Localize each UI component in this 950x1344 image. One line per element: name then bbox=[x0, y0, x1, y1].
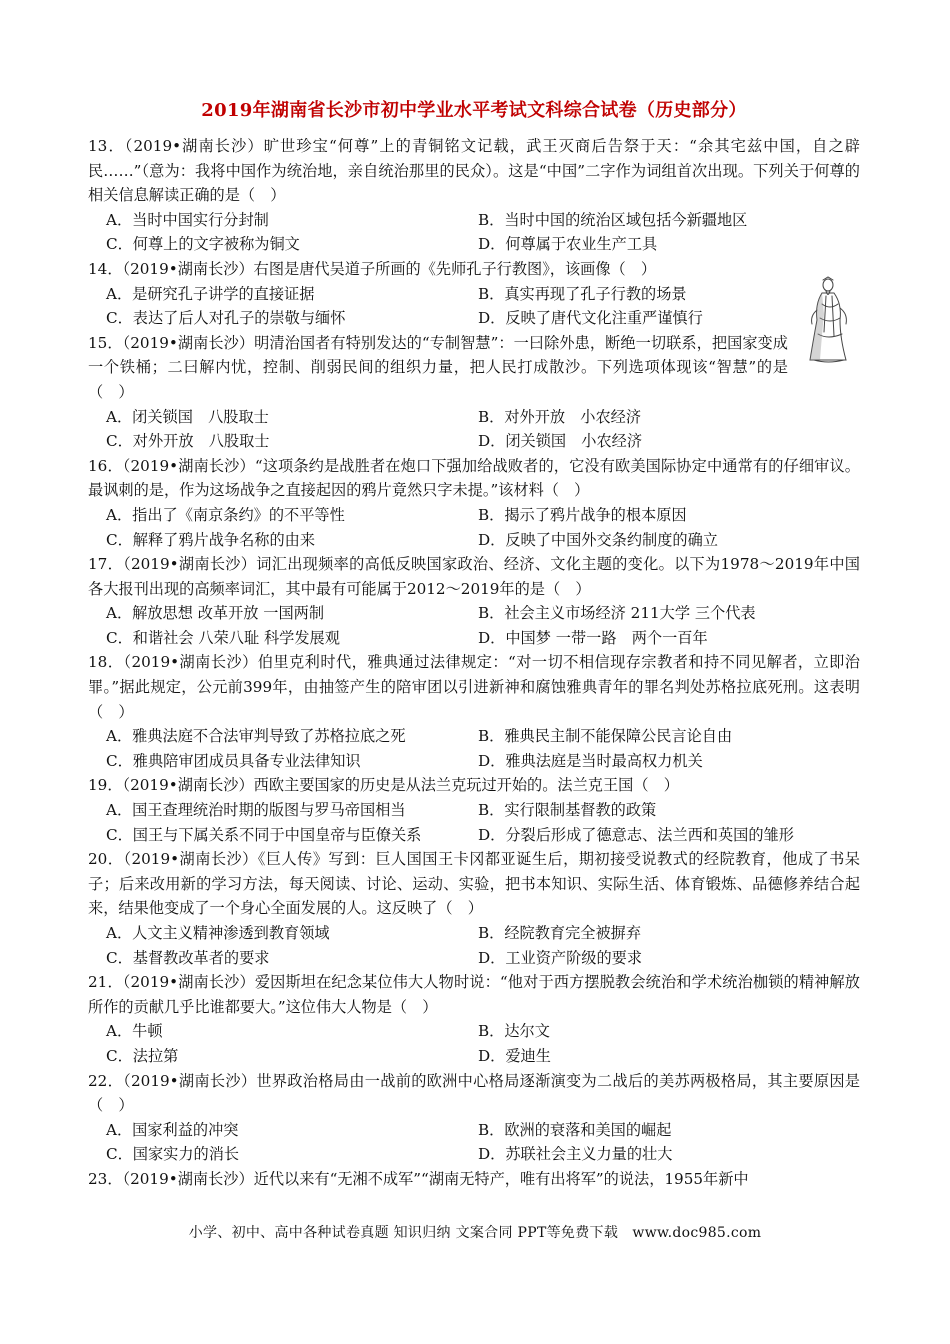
question-stem: 20．（2019•湖南长沙）《巨人传》写到：巨人国国王卡冈都亚诞生后，期初接受说教式的经院教育，他成了书呆子；后来改用新的学习方法，每天阅读、讨论、运动、实验，把书本知识、实际生活、体育锻炼、品德修养结合起来，结果他变成了一个身心全面发展的人。这反映了（ ） bbox=[88, 850, 860, 918]
question-17 bbox=[88, 552, 860, 650]
options bbox=[88, 1118, 860, 1167]
question-stem: 19．（2019•湖南长沙）西欧主要国家的历史是从法兰克玩过开始的。法兰克王国（ ） bbox=[88, 776, 679, 795]
question-stem: 23．（2019•湖南长沙）近代以来有“无湘不成军”“湖南无特产，唯有出将军”的说法，1955年新中 bbox=[88, 1169, 749, 1188]
option-a: A．当时中国实行分封制 bbox=[106, 210, 269, 229]
option-c: C．解释了鸦片战争名称的由来 bbox=[106, 530, 316, 549]
option-d: D．反映了中国外交条约制度的确立 bbox=[478, 530, 718, 549]
exam-page bbox=[88, 98, 860, 1192]
option-a: A．国王查理统治时期的版图与罗马帝国相当 bbox=[106, 801, 406, 820]
options bbox=[88, 921, 860, 970]
question-22 bbox=[88, 1069, 860, 1167]
question-14 bbox=[88, 257, 860, 331]
question-stem: 18．（2019•湖南长沙）伯里克利时代，雅典通过法律规定：“对一切不相信现存宗教者和持不同见解者，立即治罪。”据此规定，公元前399年，由抽签产生的陪审团以引进新神和腐蚀雅典青年的罪名判处苏格拉底死刑。这表明（ ） bbox=[88, 653, 860, 721]
options bbox=[88, 601, 860, 650]
option-d: D．雅典法庭是当时最高权力机关 bbox=[478, 751, 703, 770]
question-16 bbox=[88, 454, 860, 552]
question-18 bbox=[88, 650, 860, 773]
question-stem: 14．（2019•湖南长沙）右图是唐代吴道子所画的《先师孔子行教图》，该画像（ ） bbox=[88, 259, 657, 278]
options bbox=[88, 724, 860, 773]
options bbox=[88, 503, 860, 552]
option-a: A．人文主义精神渗透到教育领域 bbox=[106, 924, 330, 942]
question-stem: 21．（2019•湖南长沙）爱因斯坦在纪念某位伟大人物时说：“他对于西方摆脱教会统治和学术统治枷锁的精神解放所作的贡献几乎比谁都要大。”这位伟大人物是（ ） bbox=[88, 973, 860, 1016]
option-c: C．法拉第 bbox=[106, 1046, 179, 1065]
question-21 bbox=[88, 970, 860, 1068]
option-b: B．实行限制基督教的政策 bbox=[478, 801, 657, 820]
option-a: A．闭关锁国 八股取士 bbox=[106, 407, 269, 426]
option-c: C．表达了后人对孔子的崇敬与缅怀 bbox=[106, 309, 346, 328]
option-b: B．达尔文 bbox=[478, 1022, 550, 1041]
option-c: C．对外开放 八股取士 bbox=[106, 432, 270, 451]
option-b: B．经院教育完全被摒弃 bbox=[478, 924, 642, 942]
option-c: C．和谐社会 八荣八耻 科学发展观 bbox=[106, 628, 340, 647]
options bbox=[88, 208, 860, 257]
question-15 bbox=[88, 331, 860, 454]
option-b: B．雅典民主制不能保障公民言论自由 bbox=[478, 727, 733, 746]
question-13 bbox=[88, 134, 860, 257]
option-a: A．是研究孔子讲学的直接证据 bbox=[106, 284, 315, 303]
question-20 bbox=[88, 847, 860, 970]
option-d: D．何尊属于农业生产工具 bbox=[478, 235, 658, 254]
question-stem: 13．（2019•湖南长沙）旷世珍宝“何尊”上的青铜铭文记载，武王灭商后告祭于天：“余其宅兹中国，自之辟民……”（意为：我将中国作为统治地，亲自统治那里的民众）。这是“中国”二字作为词组首次出现。下列关于何尊的相关信息解读正确的是（ ） bbox=[88, 137, 860, 205]
question-stem: 16．（2019•湖南长沙）“这项条约是战胜者在炮口下强加给战败者的，它没有欧美国际协定中通常有的仔细审议。最讽刺的是，作为这场战争之直接起因的鸦片竟然只字未提。”该材料（ ） bbox=[88, 456, 860, 500]
option-b: B．真实再现了孔子行教的场景 bbox=[478, 284, 687, 303]
page-footer: 小学、初中、高中各种试卷真题 知识归纳 文案合同 PPT等免费下载 www.doc985.com bbox=[188, 1225, 762, 1241]
option-d: D．分裂后形成了德意志、法兰西和英国的雏形 bbox=[478, 825, 794, 844]
option-a: A．解放思想 改革开放 一国两制 bbox=[106, 604, 325, 623]
option-c: C．国家实力的消长 bbox=[106, 1145, 240, 1164]
question-23 bbox=[88, 1167, 860, 1192]
option-a: A．国家利益的冲突 bbox=[106, 1120, 239, 1139]
option-c: C．雅典陪审团成员具备专业法律知识 bbox=[106, 751, 361, 770]
option-c: C．基督教改革者的要求 bbox=[106, 948, 270, 967]
option-a: A．指出了《南京条约》的不平等性 bbox=[106, 505, 345, 524]
option-d: D．苏联社会主义力量的壮大 bbox=[478, 1145, 673, 1164]
options bbox=[88, 282, 806, 331]
confucius-portrait-icon bbox=[800, 274, 860, 366]
option-c: C．何尊上的文字被称为铜文 bbox=[106, 235, 300, 254]
question-stem: 22．（2019•湖南长沙）世界政治格局由一战前的欧洲中心格局逐渐演变为二战后的美苏两极格局，其主要原因是（ ） bbox=[88, 1071, 860, 1115]
option-b: B．当时中国的统治区域包括今新疆地区 bbox=[478, 210, 748, 229]
option-a: A．雅典法庭不合法审判导致了苏格拉底之死 bbox=[106, 727, 406, 746]
option-d: D．爱迪生 bbox=[478, 1046, 551, 1065]
options bbox=[88, 1019, 860, 1068]
question-stem: 15．（2019•湖南长沙）明清治国者有特别发达的“专制智慧”：一曰除外患，断绝一切联系，把国家变成一个铁桶；二曰解内忧，控制、削弱民间的组织力量，把人民打成散沙。下列选项体现该“智慧”的是（ ） bbox=[88, 333, 788, 401]
option-d: D．工业资产阶级的要求 bbox=[478, 948, 643, 967]
option-a: A．牛顿 bbox=[106, 1022, 163, 1041]
question-stem: 17．（2019•湖南长沙）词汇出现频率的高低反映国家政治、经济、文化主题的变化。以下为1978～2019年中国各大报刊出现的高频率词汇，其中最有可能属于2012～2019年的是（ ） bbox=[88, 555, 860, 598]
option-b: B．揭示了鸦片战争的根本原因 bbox=[478, 505, 687, 524]
option-b: B．对外开放 小农经济 bbox=[478, 407, 642, 426]
option-d: D．反映了唐代文化注重严谨慎行 bbox=[478, 309, 703, 328]
option-b: B．社会主义市场经济 211大学 三个代表 bbox=[478, 604, 756, 623]
option-d: D．闭关锁国 小农经济 bbox=[478, 432, 643, 451]
options bbox=[88, 405, 860, 454]
options bbox=[88, 798, 860, 847]
option-b: B．欧洲的衰落和美国的崛起 bbox=[478, 1120, 672, 1139]
page-title: 2019年湖南省长沙市初中学业水平考试文科综合试卷（历史部分） bbox=[201, 100, 747, 121]
question-19 bbox=[88, 773, 860, 847]
option-c: C．国王与下属关系不同于中国皇帝与臣僚关系 bbox=[106, 825, 422, 844]
option-d: D．中国梦 一带一路 两个一百年 bbox=[478, 628, 708, 647]
